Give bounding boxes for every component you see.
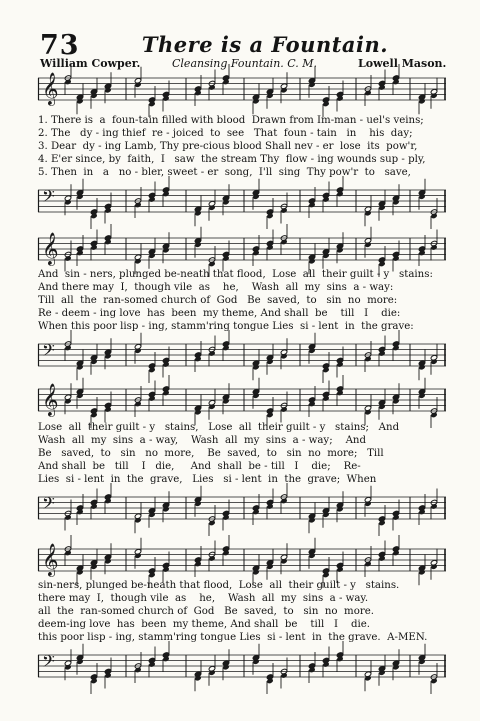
treble-clef-icon: 𝄞 <box>42 543 59 576</box>
bass-staff <box>38 649 446 689</box>
lyric-line: 3. Dear dy - ing Lamb, Thy pre-cious blood Shall nev - er lose its pow'r, <box>38 141 418 152</box>
lyrics-block-2 <box>38 268 446 333</box>
lyric-line: 5. Then in a no - bler, sweet - er song, I'll sing Thy pow'r to save, <box>38 167 411 178</box>
treble-clef-icon: 𝄞 <box>42 72 59 105</box>
bass-clef-icon: 𝄢 <box>42 493 55 517</box>
bass-clef-icon: 𝄢 <box>42 186 55 210</box>
lyric-line: Wash all my sins a - way, Wash all my sins a - way; And <box>38 435 367 446</box>
treble-clef-icon: 𝄞 <box>42 232 59 265</box>
hymn-title: There is a Fountain. <box>141 32 389 57</box>
treble-staff <box>38 383 446 423</box>
lyric-line: this poor lisp - ing, stamm'ring tongue Lies si - lent in the grave. A-MEN. <box>38 632 428 643</box>
bass-staff <box>38 491 446 531</box>
bass-staff <box>38 184 446 224</box>
tune-name: Cleansing Fountain. C. M. <box>172 57 318 70</box>
lyric-line: And there may I, though vile as he, Wash all my sins a - way: <box>38 282 394 293</box>
lyric-line: deem-ing love has been my theme, And shall be till I die. <box>38 619 371 630</box>
lyric-line: Re - deem - ing love has been my theme, And shall be till I die: <box>38 308 401 319</box>
lyrics-block-1 <box>38 114 446 179</box>
lyric-line: all the ran-somed church of God Be saved, to sin no more. <box>38 606 374 617</box>
treble-staff <box>38 232 446 272</box>
lyric-line: 2. The dy - ing thief re - joiced to see That foun - tain in his day; <box>38 128 413 139</box>
treble-staff <box>38 543 446 583</box>
lyric-line: When this poor lisp - ing, stamm'ring tongue Lies si - lent in the grave: <box>38 321 414 332</box>
bass-clef-icon: 𝄢 <box>42 340 55 364</box>
lyrics-block-4 <box>38 579 446 644</box>
lyric-line: there may I, though vile as he, Wash all my sins a - way. <box>38 593 369 604</box>
bass-clef-icon: 𝄢 <box>42 651 55 675</box>
lyrics-block-3 <box>38 421 446 486</box>
lyric-line: And sin - ners, plunged be-neath that flood, Lose all their guilt - y stains: <box>38 269 433 280</box>
treble-clef-icon: 𝄞 <box>42 383 59 416</box>
lyric-line: And shall be till I die, And shall be - till I die; Re- <box>38 461 361 472</box>
treble-staff <box>38 72 446 112</box>
lyric-line: Lose all their guilt - y stains, Lose all their guilt - y stains; And <box>38 422 400 433</box>
bass-staff <box>38 338 446 378</box>
author-credit: William Cowper. <box>40 57 141 70</box>
lyric-line: Lies si - lent in the grave, Lies si - lent in the grave; When <box>38 474 377 485</box>
lyric-line: 4. E'er since, by faith, I saw the stream Thy flow - ing wounds sup - ply, <box>38 154 426 165</box>
lyric-line: 1. There is a foun-tain filled with blood Drawn from Im-man - uel's veins; <box>38 115 424 126</box>
lyric-line: sin-ners, plunged be-neath that flood, Lose all their guilt - y stains. <box>38 580 400 591</box>
lyric-line: Till all the ran-somed church of God Be saved, to sin no more: <box>38 295 398 306</box>
hymn-number: 73 <box>40 30 80 61</box>
composer-credit: Lowell Mason. <box>358 57 447 70</box>
lyric-line: Be saved, to sin no more, Be saved, to sin no more; Till <box>38 448 384 459</box>
hymn-header <box>0 0 480 70</box>
